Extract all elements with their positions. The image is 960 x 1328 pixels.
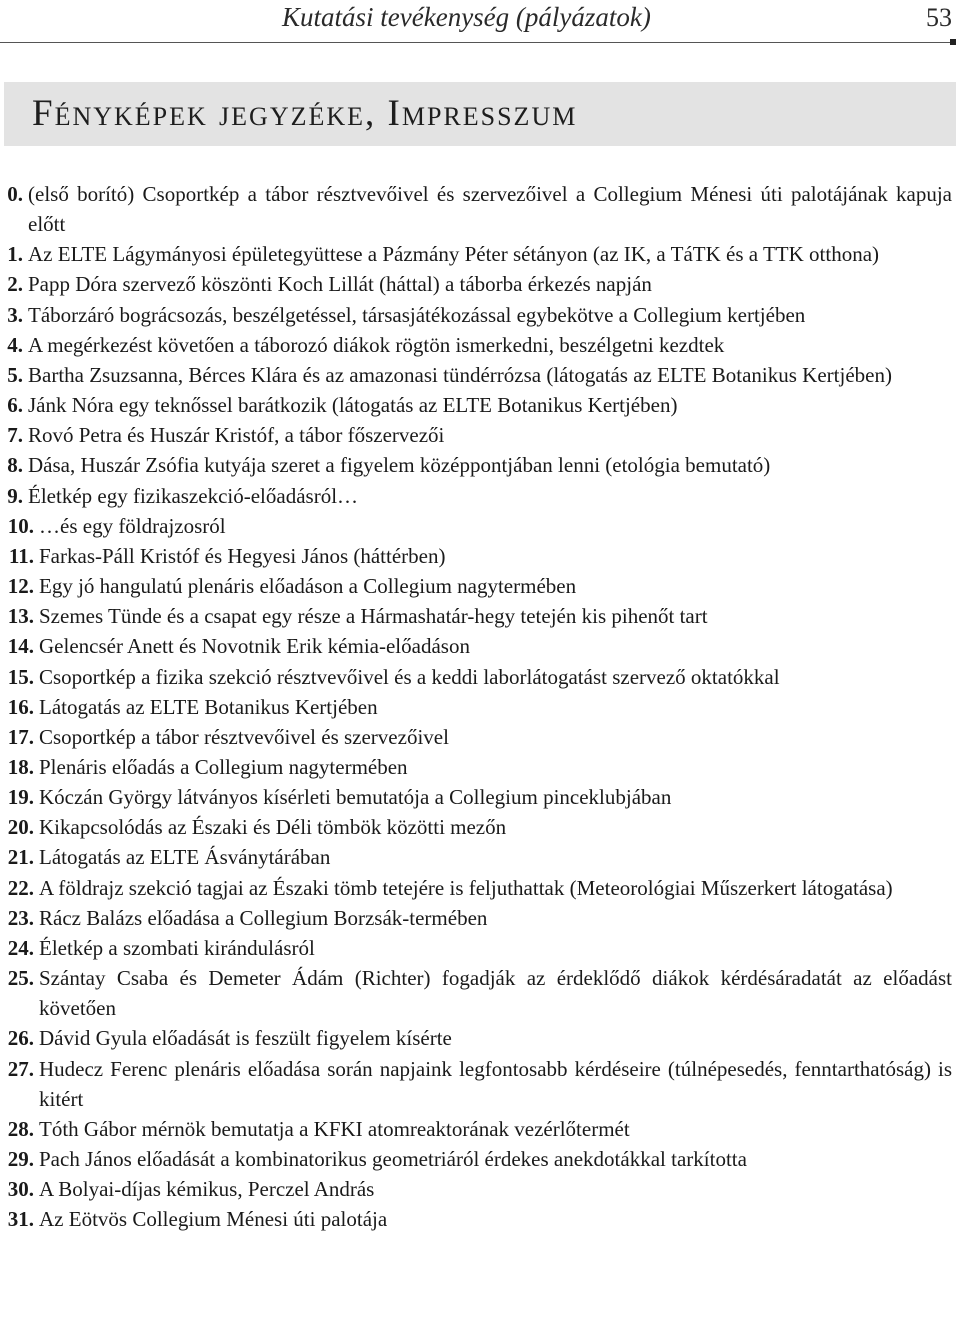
entry-number: 22. bbox=[7, 875, 34, 900]
entry-number: 10. bbox=[7, 513, 34, 538]
entry-number: 23. bbox=[7, 905, 34, 930]
entry-caption: Rácz Balázs előadása a Collegium Borzsák-termében bbox=[39, 905, 488, 930]
entry-caption: Szemes Tünde és a csapat egy része a Hármashatár-hegy tetején kis pihenőt tart bbox=[39, 604, 708, 629]
entry-number: 15. bbox=[7, 664, 34, 689]
list-item bbox=[0, 662, 952, 692]
list-item bbox=[0, 903, 952, 933]
entry-caption: Pach János előadását a kombinatorikus geometriáról érdekes anekdotákkal tarkította bbox=[39, 1147, 747, 1171]
entry-caption: Látogatás az ELTE Ásványtárában bbox=[39, 845, 331, 870]
entry-caption: Csoportkép a tábor résztvevőivel és szervezőivel bbox=[39, 724, 449, 749]
entry-number: 24. bbox=[7, 935, 34, 960]
list-item bbox=[0, 541, 952, 571]
entry-caption: Dávid Gyula előadását is feszült figyelem kísérte bbox=[39, 1026, 452, 1051]
list-item bbox=[0, 692, 952, 722]
entry-caption: Tóth Gábor mérnök bemutatja a KFKI atomreaktorának vezérlőtermét bbox=[39, 1116, 630, 1141]
list-item bbox=[0, 963, 952, 1023]
entry-number: 8. bbox=[7, 453, 23, 478]
entry-number: 13. bbox=[7, 604, 34, 629]
entry-caption: Jánk Nóra egy teknőssel barátkozik (látogatás az ELTE Botanikus Kertjében) bbox=[28, 393, 678, 418]
list-item bbox=[0, 179, 952, 239]
entry-number: 29. bbox=[7, 1147, 34, 1171]
entry-caption: A Bolyai-díjas kémikus, Perczel András bbox=[39, 1177, 375, 1202]
entry-caption: Hudecz Ferenc plenáris előadása során napjaink legfontosabb kérdéseire (túlnépesedés, fenntarthatóság) is kitért bbox=[39, 1056, 952, 1111]
entry-caption: Kikapcsolódás az Északi és Déli tömbök közötti mezőn bbox=[39, 815, 507, 840]
section-title: Fényképek jegyzéke, Impresszum bbox=[32, 93, 578, 134]
list-item bbox=[0, 1054, 952, 1114]
list-item bbox=[0, 1144, 952, 1174]
entry-caption: Egy jó hangulatú plenáris előadáson a Collegium nagytermében bbox=[39, 574, 577, 599]
list-item bbox=[0, 933, 952, 963]
list-item bbox=[0, 842, 952, 872]
running-title: Kutatási tevékenység (pályázatok) bbox=[282, 2, 651, 32]
entry-caption: (első borító) Csoportkép a tábor résztvevőivel és szervezőivel a Collegium Ménesi úti palotájának kapuja előtt bbox=[28, 182, 952, 237]
entry-caption: Csoportkép a fizika szekció résztvevőivel és a keddi laborlátogatást szervező oktatókkal bbox=[39, 664, 780, 689]
entry-caption: Látogatás az ELTE Botanikus Kertjében bbox=[39, 694, 378, 719]
list-item bbox=[0, 360, 952, 390]
entry-number: 0. bbox=[7, 182, 23, 206]
list-item bbox=[0, 1204, 952, 1234]
entry-number: 2. bbox=[7, 272, 23, 297]
page-number: 53 bbox=[926, 3, 952, 32]
entry-number: 26. bbox=[7, 1026, 34, 1051]
list-item bbox=[0, 420, 952, 450]
header-rule bbox=[0, 42, 952, 43]
entry-number: 30. bbox=[7, 1177, 34, 1202]
list-item bbox=[0, 1114, 952, 1144]
entry-number: 19. bbox=[7, 785, 34, 810]
list-item bbox=[0, 722, 952, 752]
list-item bbox=[0, 1023, 952, 1053]
entry-caption: Papp Dóra szervező köszönti Koch Lillát (háttal) a táborba érkezés napján bbox=[28, 272, 652, 297]
entry-caption: Dása, Huszár Zsófia kutyája szeret a figyelem középpontjában lenni (etológia bemutató) bbox=[28, 453, 771, 478]
list-item bbox=[0, 601, 952, 631]
list-item bbox=[0, 1174, 952, 1204]
list-item bbox=[0, 782, 952, 812]
entry-number: 18. bbox=[7, 754, 34, 779]
entry-caption: A megérkezést követően a táborozó diákok rögtön ismerkedni, beszélgetni kezdtek bbox=[28, 332, 725, 357]
entry-number: 17. bbox=[7, 724, 34, 749]
entry-number: 4. bbox=[7, 332, 23, 357]
running-header bbox=[0, 0, 960, 44]
entry-caption: Kóczán György látványos kísérleti bemutatója a Collegium pinceklubjában bbox=[39, 785, 672, 810]
entry-number: 14. bbox=[7, 634, 34, 659]
entry-caption: Életkép egy fizikaszekció-előadásról… bbox=[28, 483, 359, 508]
entry-caption: Gelencsér Anett és Novotnik Erik kémia-előadáson bbox=[39, 634, 470, 659]
list-item bbox=[0, 511, 952, 541]
entry-number: 16. bbox=[7, 694, 34, 719]
list-item bbox=[0, 269, 952, 299]
entry-number: 5. bbox=[7, 362, 23, 387]
list-item bbox=[0, 873, 952, 903]
entry-caption: Plenáris előadás a Collegium nagytermében bbox=[39, 754, 408, 779]
entry-number: 21. bbox=[7, 845, 34, 870]
list-item bbox=[0, 300, 952, 330]
header-dot bbox=[950, 39, 956, 45]
list-item bbox=[0, 752, 952, 782]
entry-caption: Az Eötvös Collegium Ménesi úti palotája bbox=[39, 1207, 388, 1232]
entry-number: 9. bbox=[7, 483, 23, 508]
photo-list bbox=[0, 179, 952, 1234]
entry-number: 31. bbox=[7, 1207, 34, 1232]
entry-number: 7. bbox=[7, 423, 23, 448]
entry-caption: …és egy földrajzosról bbox=[39, 513, 226, 538]
entry-number: 25. bbox=[7, 966, 34, 991]
entry-number: 28. bbox=[7, 1116, 34, 1141]
entry-caption: Farkas-Páll Kristóf és Hegyesi János (háttérben) bbox=[39, 543, 446, 568]
entry-number: 20. bbox=[7, 815, 34, 840]
entry-number: 12. bbox=[7, 574, 34, 599]
list-item bbox=[0, 812, 952, 842]
entry-caption: Életkép a szombati kirándulásról bbox=[39, 935, 315, 960]
list-item bbox=[0, 481, 952, 511]
list-item bbox=[0, 239, 952, 269]
section-heading-band bbox=[4, 82, 956, 146]
entry-number: 6. bbox=[7, 393, 23, 418]
entry-caption: A földrajz szekció tagjai az Északi tömb tetejére is feljuthattak (Meteorológiai Műszerkert látogatása) bbox=[39, 875, 893, 900]
entry-number: 1. bbox=[7, 242, 23, 267]
entry-number: 27. bbox=[7, 1056, 34, 1081]
list-item bbox=[0, 631, 952, 661]
list-item bbox=[0, 330, 952, 360]
list-item bbox=[0, 450, 952, 480]
entry-caption: Bartha Zsuzsanna, Bérces Klára és az amazonasi tündérrózsa (látogatás az ELTE Botanikus Kertjében) bbox=[28, 362, 892, 387]
entry-caption: Az ELTE Lágymányosi épületegyüttese a Pázmány Péter sétányon (az IK, a TáTK és a TTK otthona) bbox=[28, 242, 880, 267]
entry-number: 11. bbox=[8, 543, 34, 568]
list-item bbox=[0, 571, 952, 601]
list-item bbox=[0, 390, 952, 420]
entry-caption: Rovó Petra és Huszár Kristóf, a tábor főszervezői bbox=[28, 423, 445, 448]
entry-number: 3. bbox=[7, 302, 23, 327]
entry-caption: Táborzáró bográcsozás, beszélgetéssel, társasjátékozással egybekötve a Collegium kertjében bbox=[28, 302, 806, 327]
entry-caption: Szántay Csaba és Demeter Ádám (Richter) fogadják az érdeklődő diákok kérdésáradatát az előadást követően bbox=[39, 966, 952, 1021]
